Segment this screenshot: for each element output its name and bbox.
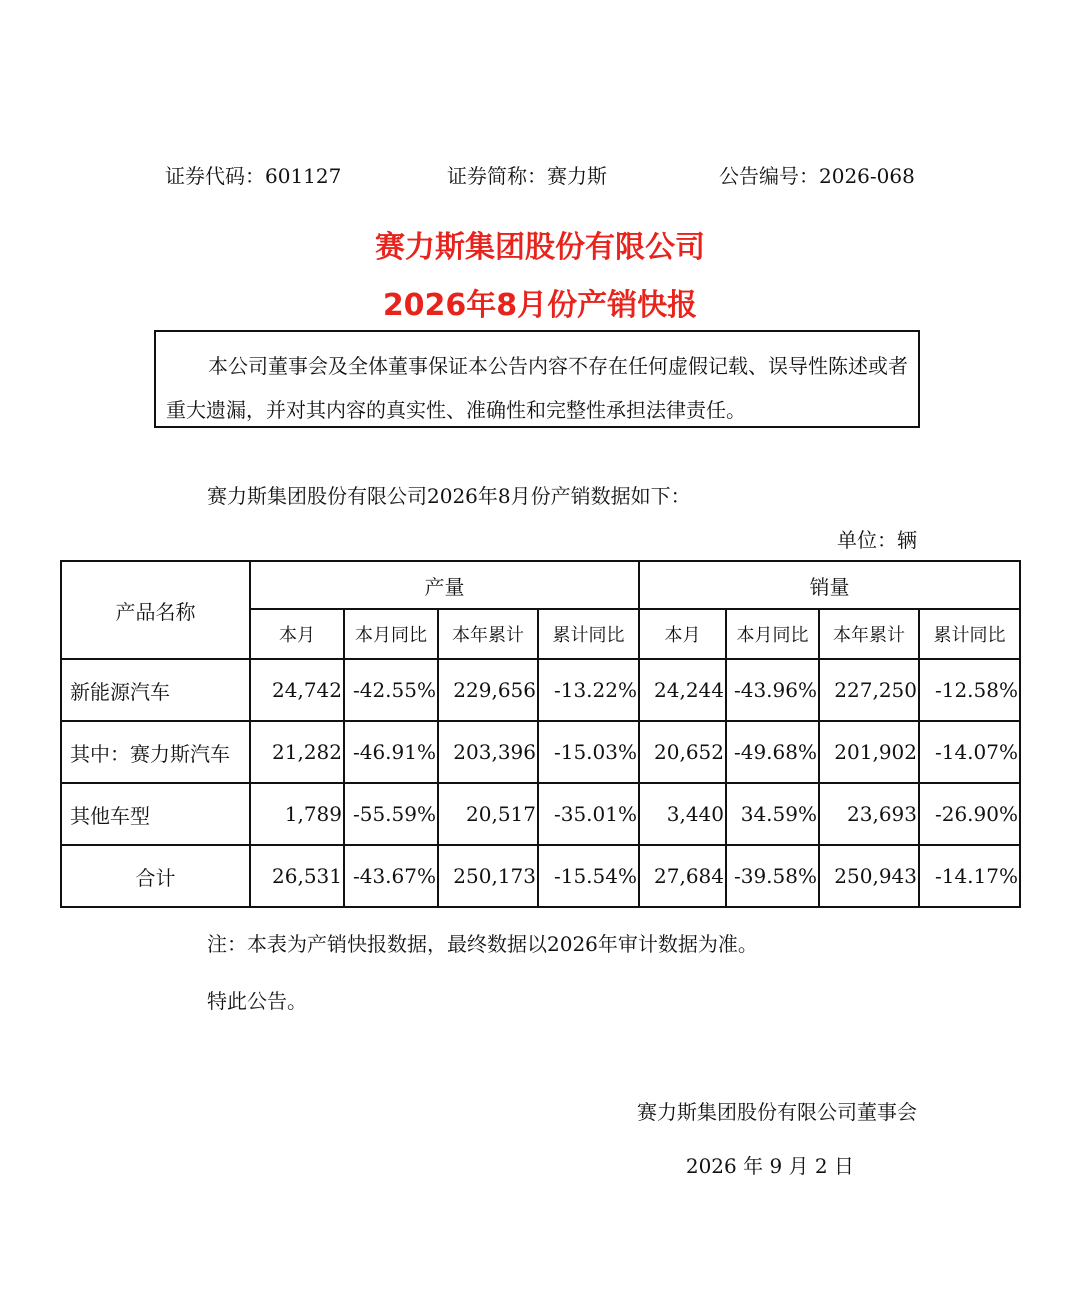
- production-sales-table: [60, 560, 1021, 908]
- table-cell: -15.54%: [538, 845, 639, 907]
- table-cell: -35.01%: [538, 783, 639, 845]
- table-cell: 250,943: [819, 845, 919, 907]
- security-short-name: 证券简称：赛力斯: [447, 164, 607, 188]
- table-cell: 229,656: [438, 659, 538, 721]
- table-cell: -26.90%: [919, 783, 1020, 845]
- table-cell: -49.68%: [726, 721, 819, 783]
- table-cell: -14.07%: [919, 721, 1020, 783]
- table-cell: 24,742: [250, 659, 344, 721]
- product-name-header: 产品名称: [61, 561, 250, 659]
- footnote: 注：本表为产销快报数据，最终数据以2026年审计数据为准。: [207, 932, 758, 956]
- announcement-date: 2026 年 9 月 2 日: [685, 1154, 854, 1178]
- table-cell: 20,517: [438, 783, 538, 845]
- table-row: [61, 659, 1020, 721]
- table-cell: -15.03%: [538, 721, 639, 783]
- table-row: [61, 721, 1020, 783]
- column-header: 本月同比: [344, 609, 438, 659]
- table-cell: 1,789: [250, 783, 344, 845]
- table-cell: 20,652: [639, 721, 726, 783]
- table-cell: -42.55%: [344, 659, 438, 721]
- column-header: 本月同比: [726, 609, 819, 659]
- table-cell: -13.22%: [538, 659, 639, 721]
- table-cell: 203,396: [438, 721, 538, 783]
- unit-label: 单位：辆: [837, 528, 917, 552]
- table-row: [61, 783, 1020, 845]
- table-cell: 27,684: [639, 845, 726, 907]
- row-label: 其中：赛力斯汽车: [61, 721, 250, 783]
- row-label: 合计: [61, 845, 250, 907]
- table-cell: 34.59%: [726, 783, 819, 845]
- table-cell: -43.67%: [344, 845, 438, 907]
- table-cell: 227,250: [819, 659, 919, 721]
- column-header: 累计同比: [538, 609, 639, 659]
- column-header: 本月: [250, 609, 344, 659]
- table-cell: 26,531: [250, 845, 344, 907]
- column-header: 本年累计: [819, 609, 919, 659]
- disclaimer-box: 本公司董事会及全体董事保证本公告内容不存在任何虚假记载、误导性陈述或者重大遗漏，并对其内容的真实性、准确性和完整性承担法律责任。: [154, 330, 920, 428]
- column-header: 本月: [639, 609, 726, 659]
- table-cell: 24,244: [639, 659, 726, 721]
- column-header: 累计同比: [919, 609, 1020, 659]
- row-label: 其他车型: [61, 783, 250, 845]
- sales-group-header: 销量: [639, 561, 1020, 609]
- table-cell: -14.17%: [919, 845, 1020, 907]
- table-cell: 21,282: [250, 721, 344, 783]
- column-header: 本年累计: [438, 609, 538, 659]
- row-label: 新能源汽车: [61, 659, 250, 721]
- security-code: 证券代码：601127: [165, 164, 342, 188]
- table-cell: 23,693: [819, 783, 919, 845]
- closing-text: 特此公告。: [207, 989, 307, 1013]
- table-cell: 3,440: [639, 783, 726, 845]
- production-group-header: 产量: [250, 561, 639, 609]
- intro-text: 赛力斯集团股份有限公司2026年8月份产销数据如下：: [207, 484, 691, 508]
- table-row: [61, 845, 1020, 907]
- company-title: 赛力斯集团股份有限公司: [375, 230, 705, 265]
- document-header: [0, 160, 1080, 190]
- table-cell: -39.58%: [726, 845, 819, 907]
- table-cell: -43.96%: [726, 659, 819, 721]
- table-cell: -46.91%: [344, 721, 438, 783]
- report-title: 2026年8月份产销快报: [382, 288, 698, 323]
- table-cell: 201,902: [819, 721, 919, 783]
- table-cell: -12.58%: [919, 659, 1020, 721]
- signer: 赛力斯集团股份有限公司董事会: [637, 1100, 917, 1124]
- table-cell: -55.59%: [344, 783, 438, 845]
- table-cell: 250,173: [438, 845, 538, 907]
- notice-number: 公告编号：2026-068: [719, 164, 915, 188]
